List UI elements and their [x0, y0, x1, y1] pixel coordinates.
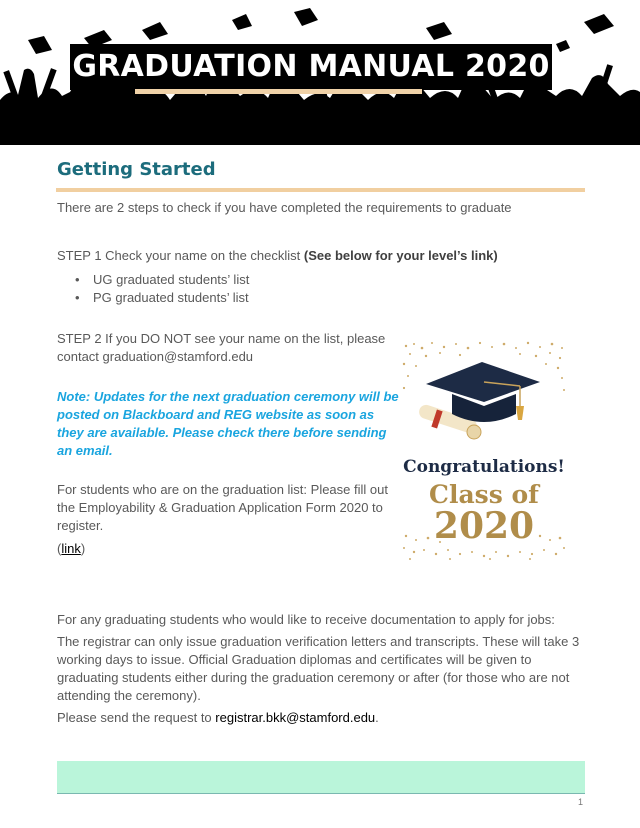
request-prefix: Please send the request to: [57, 710, 216, 725]
jobs-body-paragraph: The registrar can only issue graduation verification letters and transcripts. These will take 3 working days to issue. Official Graduation diplomas and certificates will be given to graduating students either during the graduation ceremony or after (for those who are not attending the ceremony).: [57, 634, 580, 703]
page-number: 1: [578, 797, 584, 807]
form-paragraph: For students who are on the graduation list: Please fill out the Employability & Graduation Application Form 2020 to register.: [57, 482, 388, 533]
step1-paragraph: [57, 247, 498, 265]
request-paragraph: [57, 709, 379, 727]
registration-form-link[interactable]: link: [61, 541, 81, 556]
title-underline: [135, 89, 422, 94]
list-item-ug[interactable]: • UG graduated students’ list: [57, 271, 249, 289]
jobs-intro-paragraph: For any graduating students who would like to receive documentation to apply for jobs:: [57, 612, 555, 627]
note-paragraph: Note: Updates for the next graduation ceremony will be posted on Blackboard and REG website as soon as they are available. Please check there before sending an email.: [57, 389, 399, 458]
graduation-cap-icon: [142, 22, 168, 40]
page-title: GRADUATION MANUAL 2020: [70, 44, 552, 90]
congratulations-text: Congratulations!: [403, 457, 565, 477]
step2-paragraph: STEP 2 If you DO NOT see your name on the list, please contact graduation@stamford.edu: [57, 331, 386, 364]
year-text: 2020: [433, 505, 535, 547]
request-suffix: .: [375, 710, 379, 725]
heading-divider: [56, 188, 585, 192]
list-item-pg[interactable]: • PG graduated students’ list: [57, 289, 249, 307]
form-link-line: [57, 540, 85, 558]
registrar-email[interactable]: registrar.bkk@stamford.edu: [215, 710, 376, 725]
section-heading: Getting Started: [57, 159, 216, 180]
intro-paragraph: There are 2 steps to check if you have completed the requirements to graduate: [57, 200, 512, 215]
footer-band: [57, 761, 585, 794]
graduation-cap-icon: [232, 14, 252, 30]
graduation-cap-icon: [584, 14, 614, 34]
graduation-cap-icon: [28, 36, 52, 54]
link-open-paren: (: [57, 541, 62, 556]
step1-text: STEP 1 Check your name on the checklist: [57, 248, 304, 263]
graduation-cap-icon: [426, 22, 452, 40]
step1-bold-text: (See below for your level’s link): [303, 248, 498, 263]
graduation-cap-icon: [294, 8, 318, 26]
congratulations-image: [400, 340, 568, 562]
class-of-text: Class of: [429, 480, 539, 509]
graduated-lists: [57, 271, 249, 307]
link-close-paren: ): [80, 541, 86, 556]
graduation-cap-icon: [556, 40, 570, 52]
